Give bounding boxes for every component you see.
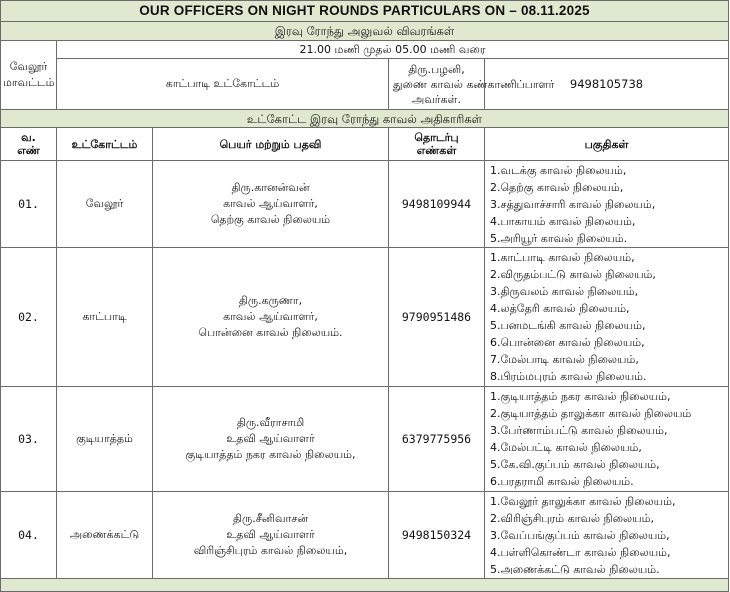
row-phone: 6379775956 <box>389 387 485 492</box>
row-serial: 03. <box>1 387 57 492</box>
page-title: OUR OFFICERS ON NIGHT ROUNDS PARTICULARS ON – 08.11.2025 <box>1 1 729 22</box>
area-item: 6.பொன்னை காவல் நிலையம், <box>490 336 645 349</box>
row-officer <box>153 387 389 492</box>
row-areas <box>485 248 729 387</box>
row-officer <box>153 248 389 387</box>
area-item: 8.பிரம்மபுரம் காவல் நிலையம். <box>490 370 647 383</box>
table-row <box>1 248 729 387</box>
area-item: 2.தெற்கு காவல் நிலையம், <box>490 180 624 194</box>
row-phone: 9498109944 <box>389 161 485 248</box>
district-label: மாவட்டம் <box>3 76 55 89</box>
officer-station: தெற்கு காவல் நிலையம் <box>210 213 331 226</box>
officer-name: திரு.கருணா, <box>238 294 303 307</box>
area-item: 2.குடியாத்தம் தாலுக்கா காவல் நிலையம் <box>490 407 692 420</box>
area-item: 3.திருவலம் காவல் நிலையம், <box>490 285 639 298</box>
area-item: 1.வடக்கு காவல் நிலையம், <box>490 163 627 177</box>
row-serial: 02. <box>1 248 57 387</box>
officer-station: குடியாத்தம் நகர காவல் நிலையம், <box>185 448 356 461</box>
area-item: 5.அணைக்கட்டு காவல் நிலையம். <box>490 562 660 576</box>
time-range: 21.00 மணி முதல் 05.00 மணி வரை <box>57 41 729 59</box>
next-section-band <box>1 579 729 592</box>
header-serial-line2: எண் <box>17 144 40 157</box>
row-subdivision: காட்பாடி <box>57 248 153 387</box>
area-item: 6.பரதராமி காவல் நிலையம். <box>490 475 634 488</box>
officer-designation: உதவி ஆய்வாளர் <box>226 432 315 445</box>
night-duty-subtitle: இரவு ரோந்து அலுவல் விவரங்கள் <box>1 22 729 41</box>
area-item: 2.விரிஞ்சிபுரம் காவல் நிலையம், <box>490 511 654 525</box>
area-item: 4.லத்தேரி காவல் நிலையம், <box>490 302 630 315</box>
header-serial <box>1 128 57 161</box>
row-serial: 01. <box>1 161 57 248</box>
area-item: 7.மேல்பாடி காவல் நிலையம், <box>490 353 639 366</box>
row-phone: 9498150324 <box>389 492 485 579</box>
next-section-strip <box>1 579 729 592</box>
row-subdivision: வேலூர் <box>57 161 153 248</box>
area-item: 5.கே.வி.குப்பம் காவல் நிலையம், <box>490 458 660 471</box>
officer-designation: காவல் ஆய்வாளர், <box>223 310 318 323</box>
officer-name: திரு.சீனிவாசன் <box>233 512 308 525</box>
area-item: 5.அரியூர் காவல் நிலையம். <box>490 231 628 245</box>
supervisor-name: திரு.பழனி, <box>408 62 465 76</box>
area-item: 4.மேல்பட்டி காவல் நிலையம், <box>490 441 642 454</box>
area-item: 1.வேலூர் தாலுக்கா காவல் நிலையம், <box>490 494 676 508</box>
area-item: 4.பள்ளிகொண்டா காவல் நிலையம், <box>490 545 671 559</box>
area-item: 3.பேர்ணாம்பட்டு காவல் நிலையம், <box>490 424 668 437</box>
area-item: 4.பாகாயம் காவல் நிலையம், <box>490 214 636 228</box>
officer-name: திரு.வீராசாமி <box>236 416 305 429</box>
officer-designation: காவல் ஆய்வாளர், <box>223 197 318 210</box>
table-row <box>1 492 729 579</box>
area-item: 1.காட்பாடி காவல் நிலையம், <box>490 251 635 264</box>
header-name: பெயர் மற்றும் பதவி <box>153 128 389 161</box>
area-item: 3.வேப்பங்குப்பம் காவல் நிலையம், <box>490 528 670 542</box>
header-areas: பகுதிகள் <box>485 128 729 161</box>
area-item: 3.சத்துவாச்சாரி காவல் நிலையம், <box>490 197 656 211</box>
supervisor-phone: 9498105738 <box>485 59 729 110</box>
row-phone: 9790951486 <box>389 248 485 387</box>
section-title: உட்கோட்ட இரவு ரோந்து காவல் அதிகாரிகள் <box>1 110 729 128</box>
supervisor-cell <box>389 59 555 110</box>
header-contact <box>389 128 485 161</box>
row-areas <box>485 387 729 492</box>
supervisor-designation: துணை காவல் கண்காணிப்பாளர் <box>393 77 555 91</box>
district-cell <box>1 41 57 110</box>
area-item: 2.விருதம்பட்டு காவல் நிலையம், <box>490 268 656 281</box>
header-contact-line2: எண்கள் <box>416 144 457 157</box>
officer-name: திரு.கானன்வன் <box>231 181 310 194</box>
row-subdivision: குடியாத்தம் <box>57 387 153 492</box>
header-contact-line1: தொடர்பு <box>414 131 459 144</box>
header-serial-line1: வ. <box>21 131 36 144</box>
row-serial: 04. <box>1 492 57 579</box>
row-areas <box>485 492 729 579</box>
sub-division: காட்பாடி உட்கோட்டம் <box>57 59 389 110</box>
table-row <box>1 387 729 492</box>
row-officer <box>153 161 389 248</box>
officer-station: பொன்னை காவல் நிலையம். <box>198 326 343 339</box>
row-subdivision: அணைக்கட்டு <box>57 492 153 579</box>
row-areas <box>485 161 729 248</box>
area-item: 1.குடியாத்தம் நகர காவல் நிலையம், <box>490 390 671 403</box>
table-header-row <box>1 128 729 161</box>
area-item: 5.பனமடங்கி காவல் நிலையம், <box>490 319 646 332</box>
officer-designation: உதவி ஆய்வாளர் <box>226 528 315 541</box>
officer-station: விரிஞ்சிபுரம் காவல் நிலையம், <box>193 544 348 557</box>
district-name: வேலூர் <box>9 60 48 73</box>
table-row <box>1 161 729 248</box>
supervisor-honorific: அவர்கள். <box>412 92 461 106</box>
header-subdivision: உட்கோட்டம் <box>57 128 153 161</box>
row-officer <box>153 492 389 579</box>
